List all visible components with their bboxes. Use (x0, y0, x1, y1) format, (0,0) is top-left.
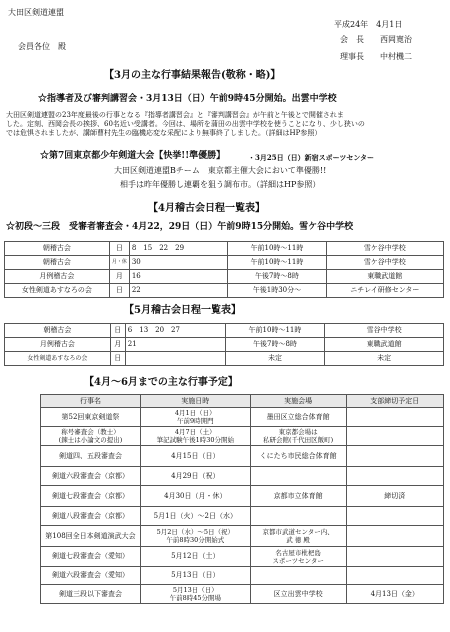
seminar-title: ☆指導者及び審判講習会・3月13日（日）午前9時45分開始。出雲中学校 (38, 94, 337, 104)
table-row (41, 585, 444, 604)
seminar-body (6, 111, 446, 138)
cell-event: 剣道七段審査会（京都） (41, 486, 141, 507)
cell-venue: 区立出雲中学校 (250, 585, 346, 604)
cell-time: 午前10時～11時 (228, 256, 326, 270)
chairman-name: 西岡寛治 (380, 35, 412, 44)
cell-dates: 22 (129, 284, 227, 298)
cell-place: ニチレイ研修センター (326, 284, 443, 298)
cell-venue (250, 507, 346, 526)
cell-dates: 21 (125, 338, 225, 352)
events-table (40, 394, 444, 604)
cell-date: 4月7日（土） 筆記試験午後1時30分開始 (140, 427, 250, 446)
cell-event: 剣道八段審査会（京都） (41, 507, 141, 526)
cell-venue: 京都市武道センター内、 武 徳 殿 (250, 526, 346, 547)
cell-time: 午後1時30分～ (228, 284, 326, 298)
table-row (41, 446, 444, 467)
cell-date: 4月29日（祝） (140, 467, 250, 486)
cell-name: 女性剣道あすなろの会 (5, 284, 110, 298)
cell-venue (250, 467, 346, 486)
cell-deadline (346, 507, 444, 526)
section-title-march: 【3月の主な行事結果報告(敬称・略)】 (104, 70, 281, 81)
section-title-events: 【4月～6月までの主な行事予定】 (84, 377, 238, 388)
cell-venue: 東京都会場は 私研会館(千代田区飯町) (250, 427, 346, 446)
cell-deadline (346, 446, 444, 467)
cell-dates: 30 (129, 256, 227, 270)
cell-deadline (346, 567, 444, 585)
cell-place: 雪ケ谷中学校 (326, 242, 443, 256)
table-row (5, 352, 444, 366)
cell-day: 月 (110, 338, 125, 352)
cell-place: 東職武道館 (326, 270, 443, 284)
cell-date: 5月13日（日） (140, 567, 250, 585)
tournament-title: ☆第7回東京都少年剣道大会【快挙!!準優勝】 (40, 151, 226, 161)
cell-name: 月例稽古会 (5, 338, 111, 352)
exam-notice: ☆初段～三段 受審者審査会・4月22，29日（日）午前9時15分開始。雪ケ谷中学校 (6, 222, 354, 232)
cell-day: 日 (109, 242, 129, 256)
cell-deadline (346, 427, 444, 446)
cell-deadline (346, 547, 444, 567)
seminar-body-line: では危惧されましたが、講師曹村先生の臨機応変な采配により無事終了しました。（詳細はHP参照） (6, 129, 322, 137)
cell-dates: 8 15 22 29 (129, 242, 227, 256)
cell-time: 午後7時～8時 (225, 338, 325, 352)
cell-event: 第52回東京剣道祭 (41, 408, 141, 427)
cell-day: 月 (109, 270, 129, 284)
cell-day: 月・休 (109, 256, 129, 270)
chairman-role: 会 長 (340, 35, 364, 44)
cell-place: 雪谷中学校 (325, 324, 444, 338)
cell-event: 剣道七段審査会（愛知） (41, 547, 141, 567)
table-row (5, 256, 444, 270)
cell-date: 5月1日（火）～2日（水） (140, 507, 250, 526)
tournament-body-line: 相手は昨年優勝し連覇を狙う調布市。（詳細はHP参照） (120, 180, 321, 189)
addressee: 会員各位 殿 (18, 42, 66, 51)
cell-name: 朝稽古会 (5, 242, 110, 256)
cell-deadline (346, 408, 444, 427)
table-row (41, 467, 444, 486)
cell-deadline (346, 526, 444, 547)
table-row (5, 324, 444, 338)
cell-deadline: 4月13日（金） (346, 585, 444, 604)
table-header-row (41, 395, 444, 408)
director-name: 中村機二 (380, 52, 412, 61)
cell-name: 月例稽古会 (5, 270, 110, 284)
table-row (41, 567, 444, 585)
cell-venue: 京都市立体育館 (250, 486, 346, 507)
table-row (5, 284, 444, 298)
cell-venue (250, 567, 346, 585)
cell-name: 女性剣道あすなろの会 (5, 352, 111, 366)
cell-event: 剣道六段審査会（愛知） (41, 567, 141, 585)
table-row (5, 242, 444, 256)
seminar-body-line: 大田区剣道連盟の23年度最後の行事となる『指導者講習会』と『審判講習会』が午前と午後とで開催されま (6, 111, 344, 119)
cell-time: 未定 (225, 352, 325, 366)
cell-venue: くにたち市民総合体育館 (250, 446, 346, 467)
section-title-april-schedule: 【4月稽古会日程一覧表】 (148, 203, 265, 214)
cell-dates: 6 13 20 27 (125, 324, 225, 338)
cell-date: 4月30日（月・休） (140, 486, 250, 507)
cell-time: 午前10時～11時 (228, 242, 326, 256)
cell-deadline: 締切済 (346, 486, 444, 507)
cell-date: 4月15日（日） (140, 446, 250, 467)
header-deadline: 支部締切予定日 (346, 395, 444, 408)
april-schedule-table (4, 241, 444, 298)
table-row (41, 486, 444, 507)
cell-date: 5月12日（土） (140, 547, 250, 567)
cell-event: 剣道六段審査会（京都） (41, 467, 141, 486)
cell-date: 5月13日（日） 午前8時45分開場 (140, 585, 250, 604)
cell-day: 日 (109, 284, 129, 298)
table-row (41, 526, 444, 547)
cell-venue: 名古屋市枇杷島 スポーツセンター (250, 547, 346, 567)
table-row (41, 547, 444, 567)
cell-deadline (346, 467, 444, 486)
cell-event: 称号審査会（教士） (錬士は小論文の提出) (41, 427, 141, 446)
cell-dates: 16 (129, 270, 227, 284)
cell-time: 午後7時～8時 (228, 270, 326, 284)
header-date: 実施日時 (140, 395, 250, 408)
seminar-body-line: した。定刻、西岡会長の挨拶、60名近い受講者。今回は、場所を蒲田の出雲中学校を使うことになり、少し狭いの (6, 120, 365, 128)
cell-name: 朝稽古会 (5, 256, 110, 270)
cell-name: 朝稽古会 (5, 324, 111, 338)
tournament-date: ・3月25日（日）新宿スポーツセンター (248, 153, 375, 162)
cell-event: 剣道三段以下審査会 (41, 585, 141, 604)
table-row (5, 338, 444, 352)
table-row (5, 270, 444, 284)
cell-place: 東職武道館 (325, 338, 444, 352)
table-row (41, 408, 444, 427)
cell-date: 5月2日（水）～5日（祝） 午前8時30分開始式 (140, 526, 250, 547)
cell-time: 午前10時～11時 (225, 324, 325, 338)
cell-day: 日 (110, 352, 125, 366)
cell-event: 剣道四、五段審査会 (41, 446, 141, 467)
cell-event: 第108回全日本剣道演武大会 (41, 526, 141, 547)
header-venue: 実施会場 (250, 395, 346, 408)
cell-place: 雪ケ谷中学校 (326, 256, 443, 270)
cell-day: 日 (110, 324, 125, 338)
director-role: 理事長 (340, 52, 364, 61)
header-event: 行事名 (41, 395, 141, 408)
may-schedule-table (4, 323, 444, 366)
cell-date: 4月1日（日） 午前9時開門 (140, 408, 250, 427)
section-title-may-schedule: 【5月稽古会日程一覧表】 (124, 305, 241, 316)
tournament-body-line: 大田区剣道連盟Bチーム 東京都主催大会において準優勝!! (114, 166, 327, 175)
cell-place: 未定 (325, 352, 444, 366)
cell-dates (125, 352, 225, 366)
table-row (41, 427, 444, 446)
table-row (41, 507, 444, 526)
issue-date: 平成24年 4月1日 (334, 20, 403, 29)
org-name: 大田区剣道連盟 (8, 8, 64, 17)
cell-venue: 墨田区立総合体育館 (250, 408, 346, 427)
